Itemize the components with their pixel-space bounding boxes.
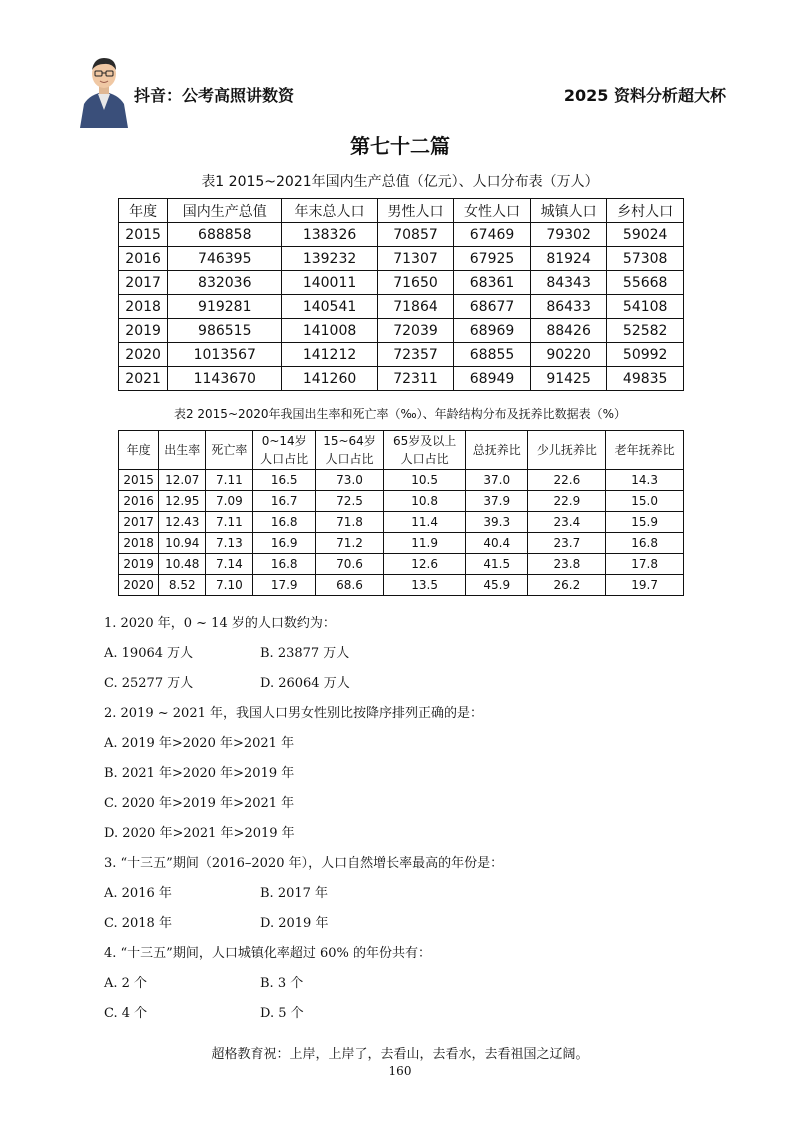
value-cell: 41.5 xyxy=(466,554,528,575)
column-header: 总抚养比 xyxy=(466,431,528,470)
value-cell: 37.9 xyxy=(466,491,528,512)
value-cell: 91425 xyxy=(530,367,607,391)
value-cell: 67469 xyxy=(454,223,531,247)
question-4-option-a: A. 2 个 xyxy=(104,976,148,991)
question-1-option-a: A. 19064 万人 xyxy=(104,646,194,661)
table-row xyxy=(119,367,684,391)
question-1-stem: 1. 2020 年，0 ~ 14 岁的人口数约为： xyxy=(104,616,336,631)
value-cell: 37.0 xyxy=(466,470,528,491)
table-row xyxy=(119,319,684,343)
value-cell: 12.07 xyxy=(159,470,206,491)
value-cell: 12.95 xyxy=(159,491,206,512)
value-cell: 10.8 xyxy=(384,491,466,512)
column-header: 城镇人口 xyxy=(530,199,607,223)
value-cell: 7.13 xyxy=(206,533,253,554)
value-cell: 1013567 xyxy=(168,343,282,367)
value-cell: 73.0 xyxy=(315,470,383,491)
value-cell: 11.4 xyxy=(384,512,466,533)
value-cell: 16.8 xyxy=(253,554,315,575)
value-cell: 23.4 xyxy=(528,512,606,533)
table-row xyxy=(119,271,684,295)
footer-motto: 超格教育祝：上岸，上岸了，去看山，去看水，去看祖国之辽阔。 xyxy=(211,1047,589,1062)
column-header: 少儿抚养比 xyxy=(528,431,606,470)
table1-caption: 表1 2015~2021年国内生产总值（亿元）、人口分布表（万人） xyxy=(201,174,599,190)
table-row xyxy=(119,512,684,533)
year-cell: 2017 xyxy=(119,512,159,533)
table-row xyxy=(119,533,684,554)
value-cell: 68.6 xyxy=(315,575,383,596)
value-cell: 40.4 xyxy=(466,533,528,554)
question-4-option-d: D. 5 个 xyxy=(260,1006,304,1021)
year-cell: 2016 xyxy=(119,491,159,512)
header-series-label: 2025 资料分析超大杯 xyxy=(563,86,726,105)
table-row xyxy=(119,247,684,271)
question-3-option-d: D. 2019 年 xyxy=(260,916,329,931)
value-cell: 49835 xyxy=(607,367,684,391)
column-header: 年度 xyxy=(119,431,159,470)
year-cell: 2020 xyxy=(119,575,159,596)
value-cell: 141260 xyxy=(282,367,377,391)
value-cell: 84343 xyxy=(530,271,607,295)
column-header: 出生率 xyxy=(159,431,206,470)
column-header: 年度 xyxy=(119,199,168,223)
value-cell: 68949 xyxy=(454,367,531,391)
value-cell: 22.6 xyxy=(528,470,606,491)
gdp-population-table xyxy=(118,198,684,391)
value-cell: 71650 xyxy=(377,271,454,295)
value-cell: 68361 xyxy=(454,271,531,295)
year-cell: 2016 xyxy=(119,247,168,271)
value-cell: 39.3 xyxy=(466,512,528,533)
value-cell: 22.9 xyxy=(528,491,606,512)
year-cell: 2015 xyxy=(119,223,168,247)
year-cell: 2018 xyxy=(119,295,168,319)
value-cell: 71.2 xyxy=(315,533,383,554)
value-cell: 16.7 xyxy=(253,491,315,512)
question-3-stem: 3. “十三五”期间（2016–2020 年），人口自然增长率最高的年份是： xyxy=(104,856,504,871)
value-cell: 138326 xyxy=(282,223,377,247)
question-2-option-a: A. 2019 年>2020 年>2021 年 xyxy=(104,736,295,751)
value-cell: 7.11 xyxy=(206,470,253,491)
value-cell: 7.10 xyxy=(206,575,253,596)
value-cell: 72311 xyxy=(377,367,454,391)
value-cell: 26.2 xyxy=(528,575,606,596)
value-cell: 72.5 xyxy=(315,491,383,512)
question-2-option-d: D. 2020 年>2021 年>2019 年 xyxy=(104,826,295,841)
value-cell: 13.5 xyxy=(384,575,466,596)
value-cell: 68969 xyxy=(454,319,531,343)
question-3-option-c: C. 2018 年 xyxy=(104,916,172,931)
question-1-option-b: B. 23877 万人 xyxy=(260,646,350,661)
value-cell: 86433 xyxy=(530,295,607,319)
column-header: 0~14岁 人口占比 xyxy=(253,431,315,470)
value-cell: 746395 xyxy=(168,247,282,271)
value-cell: 17.8 xyxy=(606,554,684,575)
value-cell: 15.9 xyxy=(606,512,684,533)
value-cell: 81924 xyxy=(530,247,607,271)
table-row xyxy=(119,295,684,319)
year-cell: 2017 xyxy=(119,271,168,295)
question-1-option-d: D. 26064 万人 xyxy=(260,676,350,691)
value-cell: 55668 xyxy=(607,271,684,295)
table-header-row xyxy=(119,199,684,223)
year-cell: 2015 xyxy=(119,470,159,491)
column-header: 65岁及以上 人口占比 xyxy=(384,431,466,470)
value-cell: 832036 xyxy=(168,271,282,295)
value-cell: 88426 xyxy=(530,319,607,343)
table-row xyxy=(119,343,684,367)
value-cell: 17.9 xyxy=(253,575,315,596)
value-cell: 50992 xyxy=(607,343,684,367)
value-cell: 12.6 xyxy=(384,554,466,575)
value-cell: 52582 xyxy=(607,319,684,343)
table-row xyxy=(119,223,684,247)
year-cell: 2018 xyxy=(119,533,159,554)
chapter-title: 第七十二篇 xyxy=(350,134,450,158)
question-4-option-c: C. 4 个 xyxy=(104,1006,148,1021)
value-cell: 72039 xyxy=(377,319,454,343)
question-1-option-c: C. 25277 万人 xyxy=(104,676,194,691)
question-4-option-b: B. 3 个 xyxy=(260,976,304,991)
value-cell: 71.8 xyxy=(315,512,383,533)
question-2-option-b: B. 2021 年>2020 年>2019 年 xyxy=(104,766,295,781)
table-row xyxy=(119,470,684,491)
table-row xyxy=(119,575,684,596)
year-cell: 2020 xyxy=(119,343,168,367)
value-cell: 70857 xyxy=(377,223,454,247)
value-cell: 70.6 xyxy=(315,554,383,575)
column-header: 死亡率 xyxy=(206,431,253,470)
value-cell: 140541 xyxy=(282,295,377,319)
table2-caption: 表2 2015~2020年我国出生率和死亡率（‰）、年龄结构分布及抚养比数据表（%） xyxy=(173,407,627,421)
question-3-option-b: B. 2017 年 xyxy=(260,886,329,901)
value-cell: 14.3 xyxy=(606,470,684,491)
header-author-label: 抖音：公考高照讲数资 xyxy=(134,86,295,105)
table-header-row xyxy=(119,431,684,470)
value-cell: 16.9 xyxy=(253,533,315,554)
value-cell: 45.9 xyxy=(466,575,528,596)
column-header: 乡村人口 xyxy=(607,199,684,223)
column-header: 国内生产总值 xyxy=(168,199,282,223)
birth-death-rate-table xyxy=(118,430,684,596)
value-cell: 15.0 xyxy=(606,491,684,512)
value-cell: 10.48 xyxy=(159,554,206,575)
year-cell: 2021 xyxy=(119,367,168,391)
author-avatar-photo xyxy=(76,48,132,128)
value-cell: 59024 xyxy=(607,223,684,247)
value-cell: 140011 xyxy=(282,271,377,295)
column-header: 女性人口 xyxy=(454,199,531,223)
value-cell: 72357 xyxy=(377,343,454,367)
question-2-option-c: C. 2020 年>2019 年>2021 年 xyxy=(104,796,295,811)
value-cell: 16.8 xyxy=(253,512,315,533)
column-header: 15~64岁 人口占比 xyxy=(315,431,383,470)
question-3-option-a: A. 2016 年 xyxy=(104,886,172,901)
value-cell: 141212 xyxy=(282,343,377,367)
value-cell: 71307 xyxy=(377,247,454,271)
column-header: 男性人口 xyxy=(377,199,454,223)
year-cell: 2019 xyxy=(119,554,159,575)
value-cell: 71864 xyxy=(377,295,454,319)
value-cell: 19.7 xyxy=(606,575,684,596)
value-cell: 139232 xyxy=(282,247,377,271)
value-cell: 67925 xyxy=(454,247,531,271)
column-header: 年末总人口 xyxy=(282,199,377,223)
value-cell: 141008 xyxy=(282,319,377,343)
value-cell: 12.43 xyxy=(159,512,206,533)
value-cell: 16.5 xyxy=(253,470,315,491)
value-cell: 57308 xyxy=(607,247,684,271)
value-cell: 79302 xyxy=(530,223,607,247)
value-cell: 1143670 xyxy=(168,367,282,391)
year-cell: 2019 xyxy=(119,319,168,343)
value-cell: 688858 xyxy=(168,223,282,247)
value-cell: 8.52 xyxy=(159,575,206,596)
value-cell: 68855 xyxy=(454,343,531,367)
value-cell: 7.09 xyxy=(206,491,253,512)
question-2-stem: 2. 2019 ~ 2021 年，我国人口男女性别比按降序排列正确的是： xyxy=(104,706,483,721)
value-cell: 16.8 xyxy=(606,533,684,554)
question-4-stem: 4. “十三五”期间，人口城镇化率超过 60% 的年份共有： xyxy=(104,946,431,961)
value-cell: 23.7 xyxy=(528,533,606,554)
table-row xyxy=(119,554,684,575)
value-cell: 919281 xyxy=(168,295,282,319)
value-cell: 11.9 xyxy=(384,533,466,554)
table-row xyxy=(119,491,684,512)
column-header: 老年抚养比 xyxy=(606,431,684,470)
value-cell: 68677 xyxy=(454,295,531,319)
value-cell: 23.8 xyxy=(528,554,606,575)
value-cell: 90220 xyxy=(530,343,607,367)
value-cell: 7.11 xyxy=(206,512,253,533)
value-cell: 986515 xyxy=(168,319,282,343)
value-cell: 10.5 xyxy=(384,470,466,491)
value-cell: 54108 xyxy=(607,295,684,319)
page-number: 160 xyxy=(388,1064,412,1078)
value-cell: 7.14 xyxy=(206,554,253,575)
value-cell: 10.94 xyxy=(159,533,206,554)
